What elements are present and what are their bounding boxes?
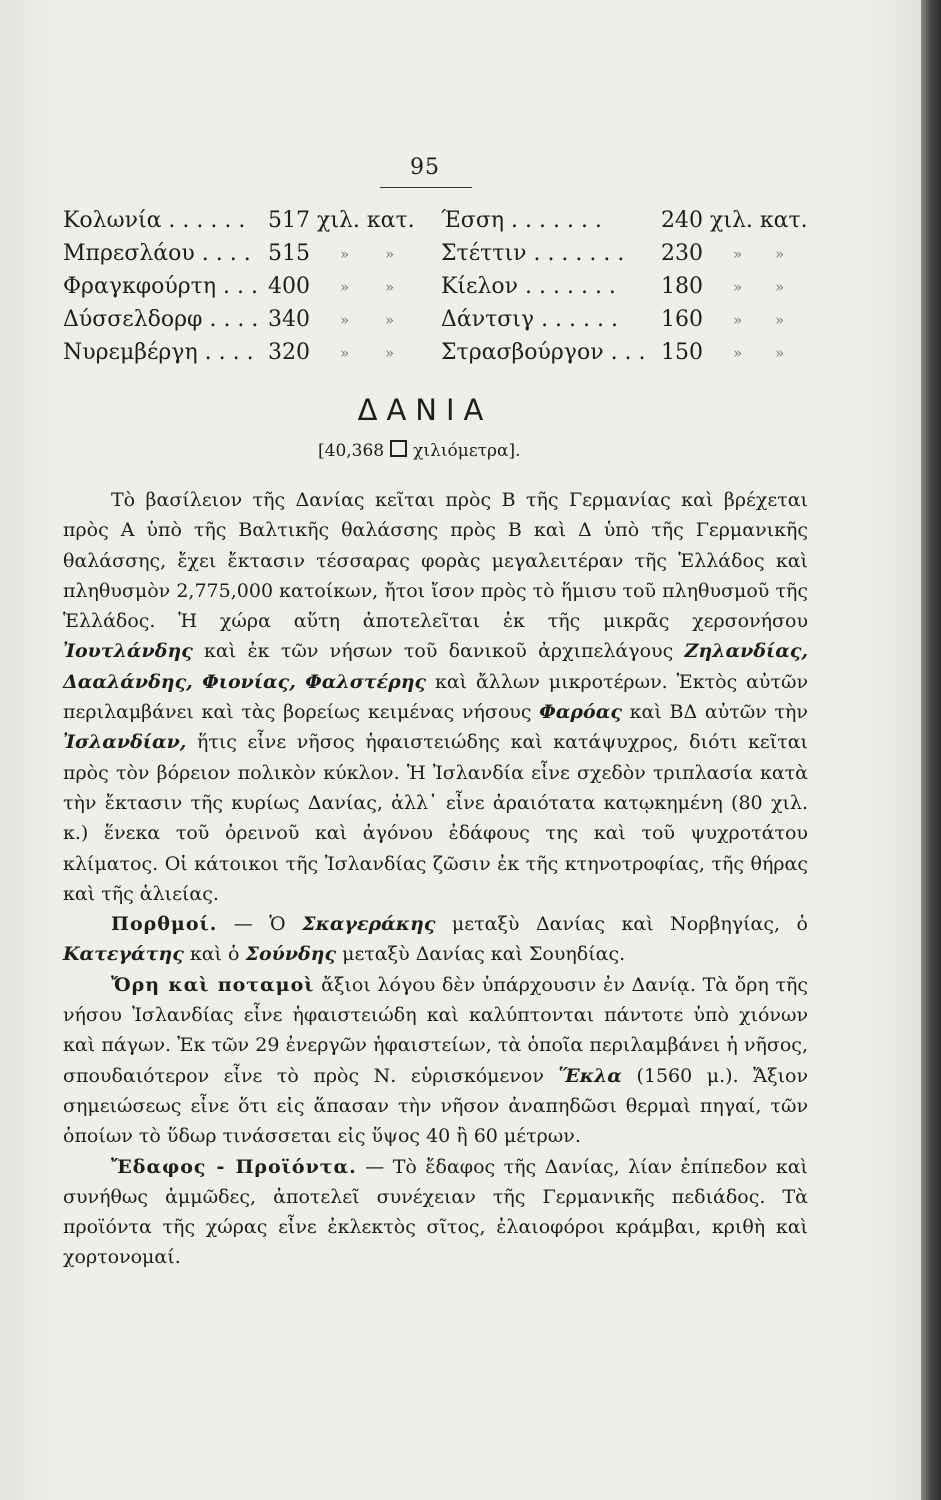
ditto-mark: » [733,344,743,362]
ditto-mark: » [775,278,785,296]
city-name: Δύσσελδορφ . . . . [63,307,259,332]
city-name: Στέττιν . . . . . . . [441,241,625,266]
paragraph-straits [63,909,808,970]
text-run: μεταξὺ Δανίας καὶ Νορβηγίας, ὁ [435,913,808,936]
area-value: [40,368 [318,441,385,461]
ditto-mark: » [385,344,395,362]
text-run: καὶ ὁ [183,943,246,966]
city-name: Στρασβούργον . . . [441,340,646,365]
distance-value: 340 [268,307,310,332]
ditto-mark: » [340,245,350,263]
paragraph-intro [63,485,808,909]
city-name: Έσση . . . . . . . [441,208,602,233]
ditto-mark: » [340,311,350,329]
text-run: καὶ ἄλλων μικροτέρων. Ἐκτὸς αὐτῶν περιλαμβάνει καὶ τὰς βορείως κειμένας νήσους [63,670,809,724]
ditto-mark: » [733,278,743,296]
distance-value: 515 [268,241,310,266]
book-binding-edge [921,0,941,1500]
text-run: μεταξὺ Δανίας καὶ Σουηδίας. [336,943,626,966]
distance-value: 150 [661,340,703,365]
paragraph-soil [63,1152,808,1273]
distance-value: 320 [268,340,310,365]
ditto-mark: » [775,245,785,263]
text-run: Τὸ βασίλειον τῆς Δανίας κεῖται πρὸς Β τῆς Γερμανίας καὶ βρέχεται πρὸς Α ὑπὸ τῆς Βαλτικῆς θαλάσσης πρὸς Β καὶ Δ ὑπὸ τῆς Γερμανικῆς θαλάσσης, ἔχει ἔκτασιν τέσσαρας φορὰς μεγαλειτέραν τῆς Ἑλλάδος καὶ πληθυσμὸν 2,775,000 κατοίκων, ἤτοι ἴσον πρὸς τὸ ἥμισυ τοῦ πληθυσμοῦ τῆς Ἑλλάδος. Ἡ χώρα αὕτη ἀποτελεῖται ἐκ τῆς μικρᾶς χερσονήσου [63,489,808,633]
square-icon [390,440,407,457]
ditto-mark: » [775,311,785,329]
area-line [318,440,521,461]
place-name: Σκαγεράκης [302,913,436,936]
ditto-mark: » [775,344,785,362]
distance-value: 180 [661,274,703,299]
place-name: Ζηλανδίας, Δααλάνδης, Φιονίας, Φαλστέρης [63,640,808,693]
ditto-mark: » [340,278,350,296]
area-unit: χιλιόμετρα]. [413,441,521,461]
place-name: Σούνδης [245,943,337,966]
country-title: ΔΑΝΙΑ [357,393,493,427]
city-name: Μπρεσλάου . . . . [63,241,251,266]
city-name: Δάντσιγ . . . . . . [441,307,618,332]
section-heading: Πορθμοί. [111,913,218,936]
distance-value: 160 [661,307,703,332]
place-name: Κατεγάτης [63,943,184,966]
ditto-mark: » [733,311,743,329]
city-name: Κίελον . . . . . . . [441,274,616,299]
text-run: — Τὸ ἔδαφος τῆς Δανίας, λίαν ἐπίπεδον καὶ συνήθως ἀμμῶδες, ἀποτελεῖ συνέχειαν τῆς Γερμανικῆς πεδιάδος. Τὰ προϊόντα τῆς χώρας εἶνε ἐκλεκτὸς σῖτος, ἐλαιοφόροι κράμβαι, κριθὴ καὶ χορτονομαί. [63,1155,809,1269]
ditto-mark: » [385,311,395,329]
section-heading: Ἔδαφος - Προϊόντα. [111,1155,357,1178]
ditto-mark: » [385,245,395,263]
city-name: Νυρεμβέργη . . . . [63,340,254,365]
text-run: ἥτις εἶνε νῆσος ἡφαιστειώδης καὶ κατάψυχρος, διότι κεῖται πρὸς τὸν βόρειον πολικὸν κύκλον. Ἡ Ἰσλανδία εἶνε σχεδὸν τριπλασία κατὰ τὴν ἔκτασιν τῆς κυρίως Δανίας, ἀλλ᾽ εἶνε ἀραιότατα κατῳκημένη (80 χιλ. κ.) ἕνεκα τοῦ ὀρεινοῦ καὶ ἀγόνου ἐδάφους της καὶ τοῦ ψυχροτάτου κλίματος. Οἱ κάτοικοι τῆς Ἰσλανδίας ζῶσιν ἐκ τῆς κτηνοτροφίας, τῆς θήρας καὶ τῆς ἁλιείας. [63,731,808,905]
section-heading: Ὄρη καὶ ποταμοὶ [111,973,315,996]
page-number: 95 [410,155,440,180]
place-name: Ἰουτλάνδης [63,640,193,663]
place-name: Φαρόας [539,701,622,724]
text-run: καὶ ἐκ τῶν νήσων τοῦ δανικοῦ ἀρχιπελάγους [192,640,685,663]
distance-value: 230 [661,241,703,266]
text-run: — Ὁ [217,913,303,936]
ditto-mark: » [733,245,743,263]
ditto-mark: » [340,344,350,362]
page-number-rule [380,187,472,188]
distance-value: 400 [268,274,310,299]
text-run: ἄξιοι λόγου δὲν ὑπάρχουσιν ἐν Δανίᾳ. Τὰ ὄρη τῆς νήσου Ἰσλανδίας εἶνε ἡφαιστειώδη καὶ καλύπτονται πάντοτε ὑπὸ χιόνων καὶ πάγων. Ἐκ τῶν 29 ἐνεργῶν ἡφαιστείων, τὰ ὁποῖα περιλαμβάνει ἡ νῆσος, σπουδαιότερον εἶνε τὸ πρὸς Ν. εὑρισκόμενον [63,973,808,1087]
ditto-mark: » [385,278,395,296]
city-name: Κολωνία . . . . . . [63,208,246,233]
text-run: καὶ ΒΔ αὐτῶν τὴν [621,701,808,724]
body-text [63,485,808,1273]
text-run: (1560 μ.). Ἄξιον σημειώσεως εἶνε ὅτι εἰς ἅπασαν τὴν νῆσον ἀναπηδῶσι θερμαὶ πηγαί, τῶν ὁποίων τὸ ὕδωρ τινάσσεται εἰς ὕψος 40 ἢ 60 μέτρων. [63,1064,809,1148]
distance-value: 240 χιλ. κατ. [661,208,808,233]
city-name: Φραγκφούρτη . . . [63,274,258,299]
paragraph-mountains [63,970,808,1152]
distance-value: 517 χιλ. κατ. [268,208,415,233]
place-name: Ἕκλα [558,1064,622,1087]
place-name: Ἰσλανδίαν, [63,731,187,754]
